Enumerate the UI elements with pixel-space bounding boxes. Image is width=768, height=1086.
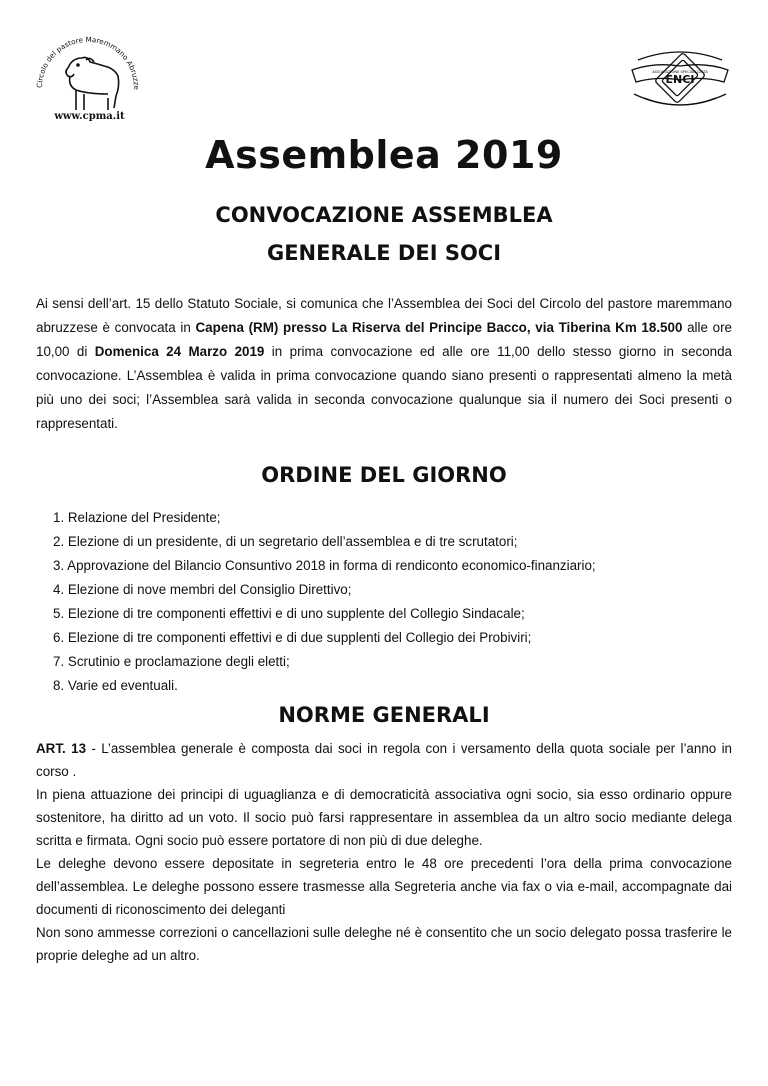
agenda-item: 5. Elezione di tre componenti effettivi e di uno supplente del Collegio Sindacale; bbox=[53, 606, 525, 621]
intro-date: Domenica 24 Marzo 2019 bbox=[94, 344, 265, 359]
agenda-item: 4. Elezione di nove membri del Consiglio Direttivo; bbox=[53, 582, 352, 597]
rules-paragraph-1 bbox=[36, 737, 732, 783]
enci-ribbon-text: ASSOCIAZIONE SPECIALIZZATA bbox=[652, 70, 708, 74]
dog-logo-icon bbox=[28, 28, 148, 118]
club-website-url: www.cpma.it bbox=[54, 111, 125, 122]
rules-text-1: - L’assemblea generale è composta dai soci in regola con i versamento della quota sociale per l’anno in corso . bbox=[36, 741, 733, 779]
agenda-heading: ORDINE DEL GIORNO bbox=[261, 463, 507, 487]
agenda-item: 3. Approvazione del Bilancio Consuntivo 2018 in forma di rendiconto economico-finanziario; bbox=[53, 558, 596, 573]
enci-seal-text: ENCI bbox=[665, 73, 695, 86]
intro-text-3: in prima convocazione ed alle ore 11,00 dello stesso giorno in seconda convocazione. L’Assemblea è valida in prima convocazione quando siano presenti o rappresentati almeno la metà più uno dei soci; l’Assemblea sarà valida in seconda convocazione qualunque sia il numero dei Soci presenti o rappresentati. bbox=[36, 344, 732, 431]
intro-venue: Capena (RM) presso La Riserva del Principe Bacco, via Tiberina Km 18.500 bbox=[195, 320, 683, 335]
rules-paragraph-4: Non sono ammesse correzioni o cancellazioni sulle deleghe né è consentito che un socio delegato possa trasferire le proprie deleghe ad un altro. bbox=[36, 925, 732, 963]
intro-text-1: Ai sensi dell’art. 15 dello Statuto Sociale, si comunica che l’Assemblea dei Soci del Circolo del pastore maremmano abruzzese è convocata in bbox=[36, 296, 732, 335]
subtitle-line-2: GENERALE DEI SOCI bbox=[266, 241, 502, 265]
page-title: Assemblea 2019 bbox=[205, 133, 563, 177]
agenda-item: 2. Elezione di un presidente, di un segretario dell’assemblea e di tre scrutatori; bbox=[53, 534, 518, 549]
intro-paragraph bbox=[36, 292, 732, 436]
rules-paragraph-3: Le deleghe devono essere depositate in segreteria entro le 48 ore precedenti l’ora della prima convocazione dell’assemblea. Le deleghe possono essere trasmesse alla Segreteria anche via fax o via e-mail, accompagnate dai documenti di riconoscimento dei deleganti bbox=[36, 856, 732, 917]
enci-logo bbox=[624, 40, 736, 120]
rules-heading: NORME GENERALI bbox=[278, 703, 490, 727]
agenda-item: 6. Elezione di tre componenti effettivi e di due supplenti del Collegio dei Probiviri; bbox=[53, 630, 532, 645]
agenda-item: 7. Scrutinio e proclamazione degli eletti; bbox=[53, 654, 290, 669]
rules-paragraph-2: In piena attuazione dei principi di uguaglianza e di democraticità associativa ogni socio, sia esso ordinario oppure sostenitore, ha diritto ad un voto. Il socio può farsi rappresentare in assemblea da un altro socio mediante delega scritta e firmata. Ogni socio può essere portatore di non più di due deleghe. bbox=[36, 787, 732, 848]
logo-ring-text: Circolo del pastore Maremmano Abruzze bbox=[34, 34, 142, 90]
article-label: ART. 13 bbox=[36, 741, 87, 756]
svg-text:Circolo del pastore Maremmano bbox=[28, 28, 141, 91]
rules-body bbox=[36, 737, 732, 967]
agenda-item: 8. Varie ed eventuali. bbox=[53, 678, 178, 693]
enci-seal-icon bbox=[624, 40, 736, 120]
agenda-list bbox=[53, 506, 596, 698]
subtitle-line-1: CONVOCAZIONE ASSEMBLEA bbox=[215, 203, 553, 227]
intro-text-2: alle ore 10,00 di bbox=[36, 320, 732, 359]
agenda-item: 1. Relazione del Presidente; bbox=[53, 510, 221, 525]
